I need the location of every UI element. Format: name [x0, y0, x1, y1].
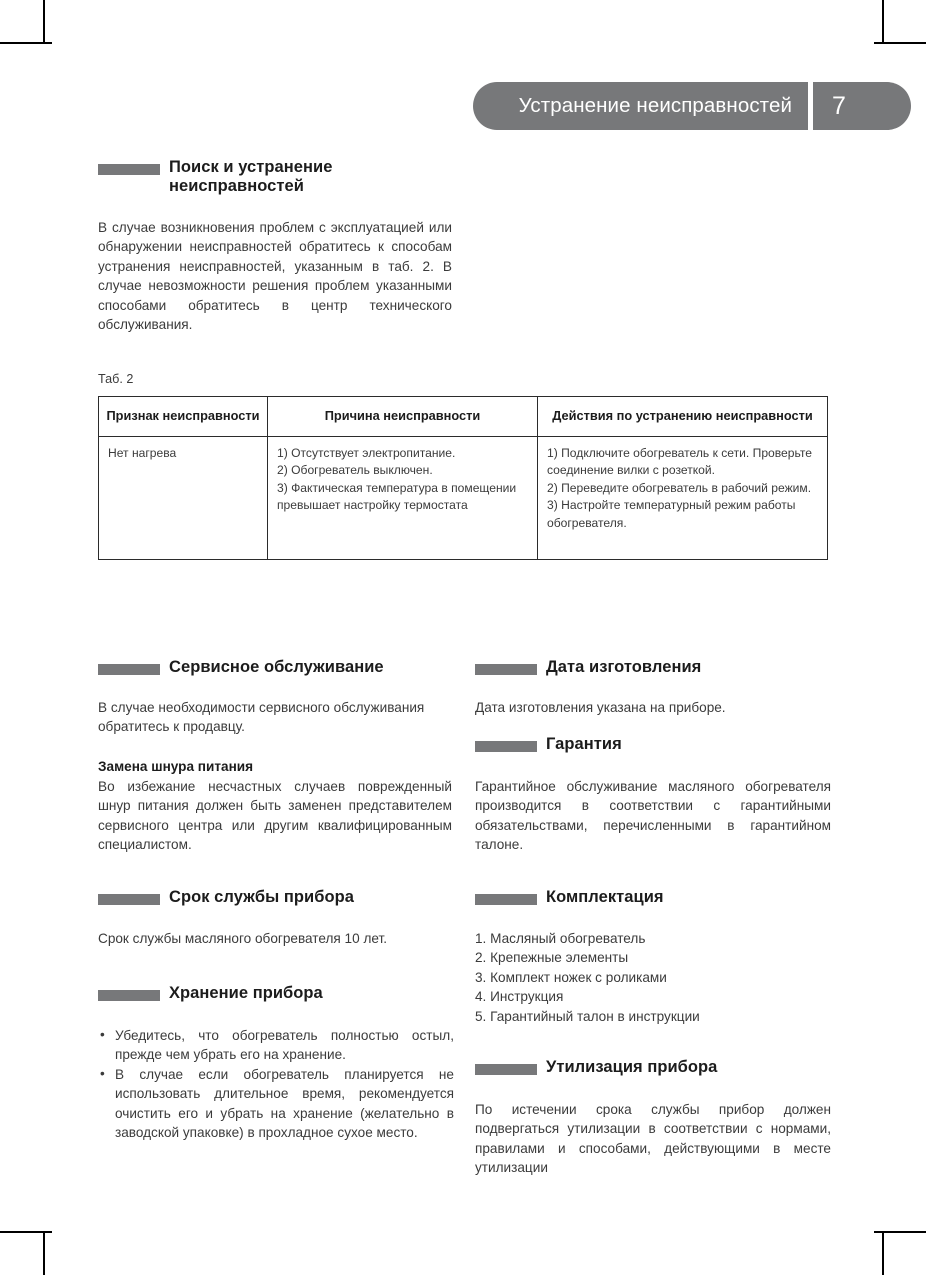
crop-mark-top-right-horizontal — [874, 42, 926, 44]
troubleshooting-table — [98, 396, 828, 560]
list-item: 3. Комплект ножек с роликами — [475, 969, 667, 985]
table-header-cause: Причина неисправности — [268, 397, 538, 437]
warranty-paragraph: Гарантийное обслуживание масляного обогревателя производится в соответствии с гарантийными обязательствами, перечисленными в гарантийном талоне. — [475, 779, 831, 853]
service-paragraph: В случае необходимости сервисного обслуживания обратитесь к продавцу. — [98, 700, 425, 735]
list-item: • Убедитесь, что обогреватель полностью остыл, прежде чем убрать его на хранение. — [98, 1026, 454, 1065]
crop-mark-top-left-horizontal — [0, 42, 52, 44]
heading-marker-bar — [98, 990, 160, 1001]
table-caption: Таб. 2 — [98, 372, 134, 386]
troubleshooting-paragraph: В случае возникновения проблем с эксплуатацией или обнаружении неисправностей обратитесь к способам устранения неисправностей, указанным в таб. 2. В случае невозможности решения проблем указанными способами обратитесь в центр технического обслуживания. — [98, 220, 452, 333]
manufacture-date-paragraph: Дата изготовления указана на приборе. — [475, 700, 726, 715]
list-item: 4. Инструкция — [475, 989, 564, 1005]
page-header-banner — [473, 82, 911, 130]
disposal-paragraph: По истечении срока службы прибор должен подвергаться утилизации в соответствии с нормами, правилами и способами, действующими в месте утилизации — [475, 1102, 831, 1176]
heading-label: Срок службы прибора — [169, 888, 354, 906]
section-storage-heading — [98, 984, 458, 1003]
heading-label: Поиск и устранение неисправностей — [169, 158, 333, 195]
heading-marker-bar — [98, 164, 160, 175]
heading-marker-bar — [475, 894, 537, 905]
storage-bullet-list — [98, 1026, 454, 1142]
heading-marker-bar — [475, 1064, 537, 1075]
heading-label: Сервисное обслуживание — [169, 658, 384, 676]
list-item: • В случае если обогреватель планируется не использовать длительное время, рекомендуется очистить его и убрать на хранение (желательно в заводской упаковке) в прохладное сухое место. — [98, 1065, 454, 1143]
section-lifespan-heading — [98, 888, 458, 907]
section-manufacture-date-heading — [475, 658, 845, 677]
heading-label: Дата изготовления — [546, 658, 702, 676]
heading-label: Утилизация прибора — [546, 1058, 718, 1076]
section-troubleshooting-heading — [98, 158, 458, 196]
heading-marker-bar — [98, 894, 160, 905]
crop-mark-bottom-right-horizontal — [874, 1231, 926, 1233]
table-cell-symptom: Нет нагрева — [99, 436, 268, 559]
list-item: 5. Гарантийный талон в инструкции — [475, 1008, 700, 1024]
lifespan-paragraph: Срок службы масляного обогревателя 10 лет. — [98, 931, 387, 946]
heading-label: Комплектация — [546, 888, 664, 906]
crop-mark-top-right-vertical — [882, 0, 884, 42]
heading-label: Гарантия — [546, 735, 622, 753]
table-cell-cause: 1) Отсутствует электропитание. 2) Обогреватель выключен. 3) Фактическая температура в помещении превышает настройку термостата — [268, 436, 538, 559]
crop-mark-top-left-vertical — [43, 0, 45, 42]
page-title: Устранение неисправностей — [518, 94, 792, 117]
section-package-contents-heading — [475, 888, 845, 907]
crop-mark-bottom-left-vertical — [43, 1233, 45, 1275]
heading-label: Хранение прибора — [169, 984, 323, 1002]
heading-marker-bar — [475, 741, 537, 752]
list-item: 2. Крепежные элементы — [475, 950, 629, 966]
heading-marker-bar — [475, 664, 537, 675]
section-service-heading — [98, 658, 458, 677]
list-item: 1. Масляный обогреватель — [475, 931, 646, 946]
table-header-row — [99, 397, 828, 437]
crop-mark-bottom-left-horizontal — [0, 1231, 52, 1233]
table-header-symptom: Признак неисправности — [99, 397, 268, 437]
page-number: 7 — [832, 91, 846, 120]
package-contents-list — [475, 929, 831, 1026]
crop-mark-bottom-right-vertical — [882, 1233, 884, 1275]
table-header-action: Действия по устранению неисправности — [538, 397, 828, 437]
service-subheading: Замена шнура питания — [98, 759, 254, 774]
section-disposal-heading — [475, 1058, 845, 1077]
heading-marker-bar — [98, 664, 160, 675]
section-warranty-heading — [475, 735, 845, 754]
table-cell-action: 1) Подключите обогреватель к сети. Проверьте соединение вилки с розеткой. 2) Переведите обогреватель в рабочий режим. 3) Настройте температурный режим работы обогревателя. — [538, 436, 828, 559]
service-subparagraph: Во избежание несчастных случаев поврежденный шнур питания должен быть заменен представителем сервисного центра или другим квалифицированным специалистом. — [98, 779, 452, 853]
table-row — [99, 436, 828, 559]
